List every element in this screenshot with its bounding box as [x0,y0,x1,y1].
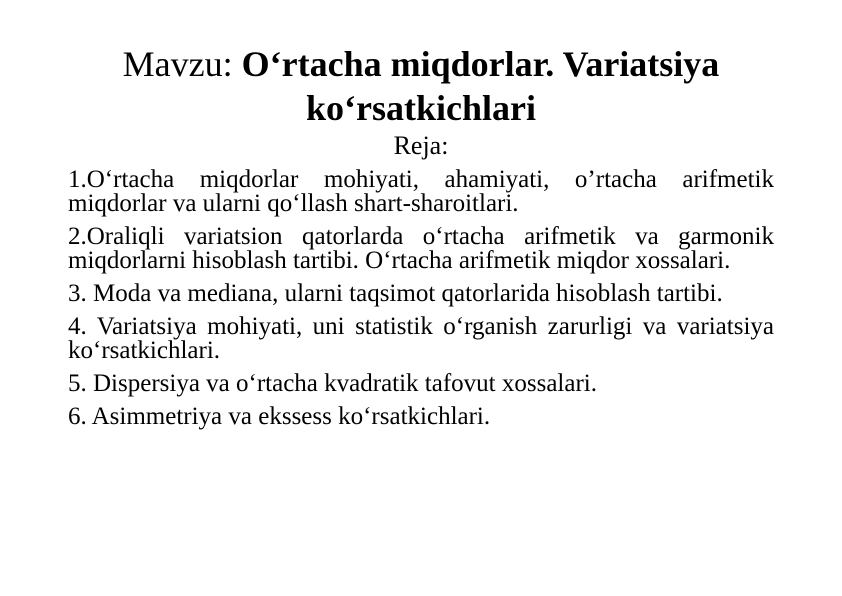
plan-item: 6. Asimmetriya va ekssess ko‘rsatkichlari. [68,403,491,430]
title-topic: O‘rtacha miqdorlar. Variatsiya ko‘rsatkichlari [241,44,720,128]
plan-item: 3. Moda va mediana, ularni taqsimot qatorlarida hisoblash tartibi. [68,280,723,307]
plan-list [68,168,774,438]
plan-item: 4. Variatsiya mohiyati, uni statistik o‘rganish zarurligi va variatsiya ko‘rsatkichlari. [68,313,774,364]
plan-heading: Reja: [393,131,449,160]
plan-item: 5. Dispersiya va o‘rtacha kvadratik tafovut xossalari. [68,370,597,397]
plan-item: 2.Oraliqli variatsion qatorlarda o‘rtacha arifmetik va garmonik miqdorlarni hisoblash tartibi. O‘rtacha arifmetik miqdor xossalari. [68,223,774,274]
title-prefix: Mavzu: [122,44,242,84]
plan-item: 1.O‘rtacha miqdorlar mohiyati, ahamiyati, o’rtacha arifmetik miqdorlar va ularni qo‘llash shart-sharoitlari. [68,166,774,217]
slide-title [40,42,802,130]
